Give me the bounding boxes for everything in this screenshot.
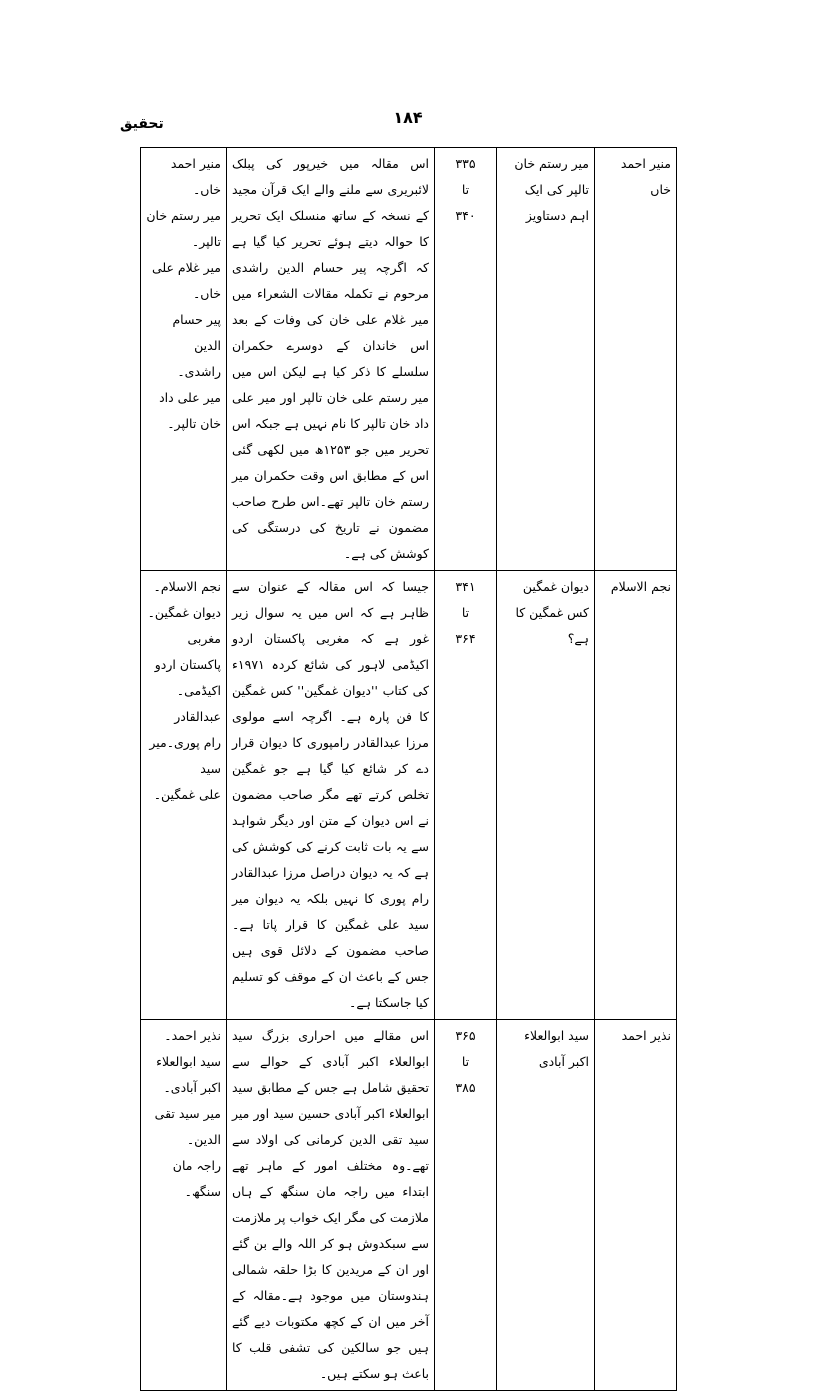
author-cell: نذیر احمد (595, 1020, 677, 1391)
journal-name: تحقیق (120, 116, 164, 132)
summary-cell: اس مقالہ میں خیرپور کی پبلک لائبریری سے ملنے والے ایک قرآن مجید کے نسخہ کے ساتھ منسلک ایک تحریر کا حوالہ دیتے ہوئے تحریر کیا گیا ہے کہ اگرچہ پیر حسام الدین راشدی مرحوم نے تکملہ مقالات الشعراء میں میر غلام علی خان کی وفات کے بعد اس خاندان کے دوسرے حکمران سلسلے کا ذکر کیا ہے لیکن اس میں میر رستم علی خان تالپر اور میر علی داد خان تالپر کا نام نہیں ہے جبکہ اس تحریر میں جو ۱۲۵۳ھ میں لکھی گئی اس کے مطابق اس وقت حکمران میر رستم خان تالپر تھے۔اس طرح صاحب مضمون نے تاریخ کی درستگی کی کوشش کی ہے۔ (227, 148, 435, 571)
keyword: اکبر آبادی۔ (163, 1080, 221, 1095)
index-table (140, 147, 677, 1391)
keyword: پیر حسام الدین (172, 312, 221, 353)
keyword: میر غلام علی خاں۔ (151, 260, 221, 301)
page-to: تا (461, 605, 470, 620)
keyword: راجہ مان سنگھ۔ (172, 1158, 221, 1199)
pages-cell (435, 1020, 497, 1391)
keyword: منیر احمد خاں۔ (170, 156, 221, 197)
keywords-cell (141, 148, 227, 571)
keyword: سید ابوالعلاء (156, 1054, 221, 1069)
table-row (141, 1020, 677, 1391)
page-start: ۳۶۵ (455, 1028, 476, 1043)
keyword: میر رستم خان تالپر۔ (146, 208, 221, 249)
page-number: ۱۸۴ (393, 108, 423, 127)
title-cell: سید ابوالعلاء اکبر آبادی (497, 1020, 595, 1391)
page-to: تا (461, 1054, 470, 1069)
keywords-cell (141, 1020, 227, 1391)
author-cell: نجم الاسلام (595, 571, 677, 1020)
table-row (141, 148, 677, 571)
table-row (141, 571, 677, 1020)
pages-cell (435, 148, 497, 571)
keyword: نجم الاسلام۔ (153, 579, 221, 594)
keyword: مغربی پاکستان اردو (154, 631, 221, 672)
keyword: علی غمگین۔ (153, 787, 221, 802)
title-cell: میر رستم خان تالپر کی ایک اہم دستاویز (497, 148, 595, 571)
page-start: ۳۴۱ (455, 579, 476, 594)
pages-cell (435, 571, 497, 1020)
page-end: ۳۴۰ (455, 208, 476, 223)
summary-cell: اس مقالے میں احراری بزرگ سید ابوالعلاء اکبر آبادی کے حوالے سے تحقیق شامل ہے جس کے مطابق سید ابوالعلاء اکبر آبادی حسین سید اور میر سید تقی الدین کرمانی کی اولاد سے تھے۔وہ مختلف امور کے ماہر تھے ابتداء میں راجہ مان سنگھ کے ہاں ملازمت کی مگر ایک خواب پر ملازمت سے سبکدوش ہو کر اللہ والے بن گئے اور ان کے مریدین کا بڑا حلقہ شمالی ہندوستان میں موجود ہے۔مقالہ کے آخر میں ان کے کچھ مکتوبات دیے گئے ہیں جو سالکین کی تشفی قلب کا باعث ہو سکتے ہیں۔ (227, 1020, 435, 1391)
title-cell: دیوان غمگین کس غمگین کا ہے؟ (497, 571, 595, 1020)
page-to: تا (461, 182, 470, 197)
keyword: نذیر احمد۔ (164, 1028, 221, 1043)
keyword: راشدی۔ (177, 364, 221, 379)
page-start: ۳۳۵ (455, 156, 476, 171)
keyword: میر علی داد خان تالپر۔ (159, 390, 221, 431)
page-end: ۳۸۵ (455, 1080, 476, 1095)
summary-cell: جیسا کہ اس مقالہ کے عنوان سے ظاہر ہے کہ اس میں یہ سوال زیر غور ہے کہ مغربی پاکستان اردو اکیڈمی لاہور کی شائع کردہ ۱۹۷۱ء کی کتاب ''دیوان غمگین'' کس غمگین کا فن پارہ ہے۔ اگرچہ اسے مولوی مرزا عبدالقادر رامپوری کا دیوان قرار دے کر شائع کیا گیا ہے جو غمگین تخلص کرتے تھے مگر صاحب مضمون نے اس دیوان کے متن اور دیگر شواہد سے یہ بات ثابت کرنے کی کوشش کی ہے کہ یہ دیوان دراصل مرزا عبدالقادر رام پوری کا نہیں بلکہ یہ دیوان میر سید علی غمگین کا قرار پاتا ہے۔صاحب مضمون کے دلائل قوی ہیں جس کے باعث ان کے موقف کو تسلیم کیا جاسکتا ہے۔ (227, 571, 435, 1020)
page-end: ۳۶۴ (455, 631, 476, 646)
keyword: رام پوری۔میر سید (149, 735, 221, 776)
keywords-cell (141, 571, 227, 1020)
keyword: دیوان غمگین۔ (147, 605, 221, 620)
keyword: میر سید تقی الدین۔ (154, 1106, 221, 1147)
keyword: اکیڈمی۔عبدالقادر (174, 683, 221, 724)
author-cell: منیر احمد خاں (595, 148, 677, 571)
